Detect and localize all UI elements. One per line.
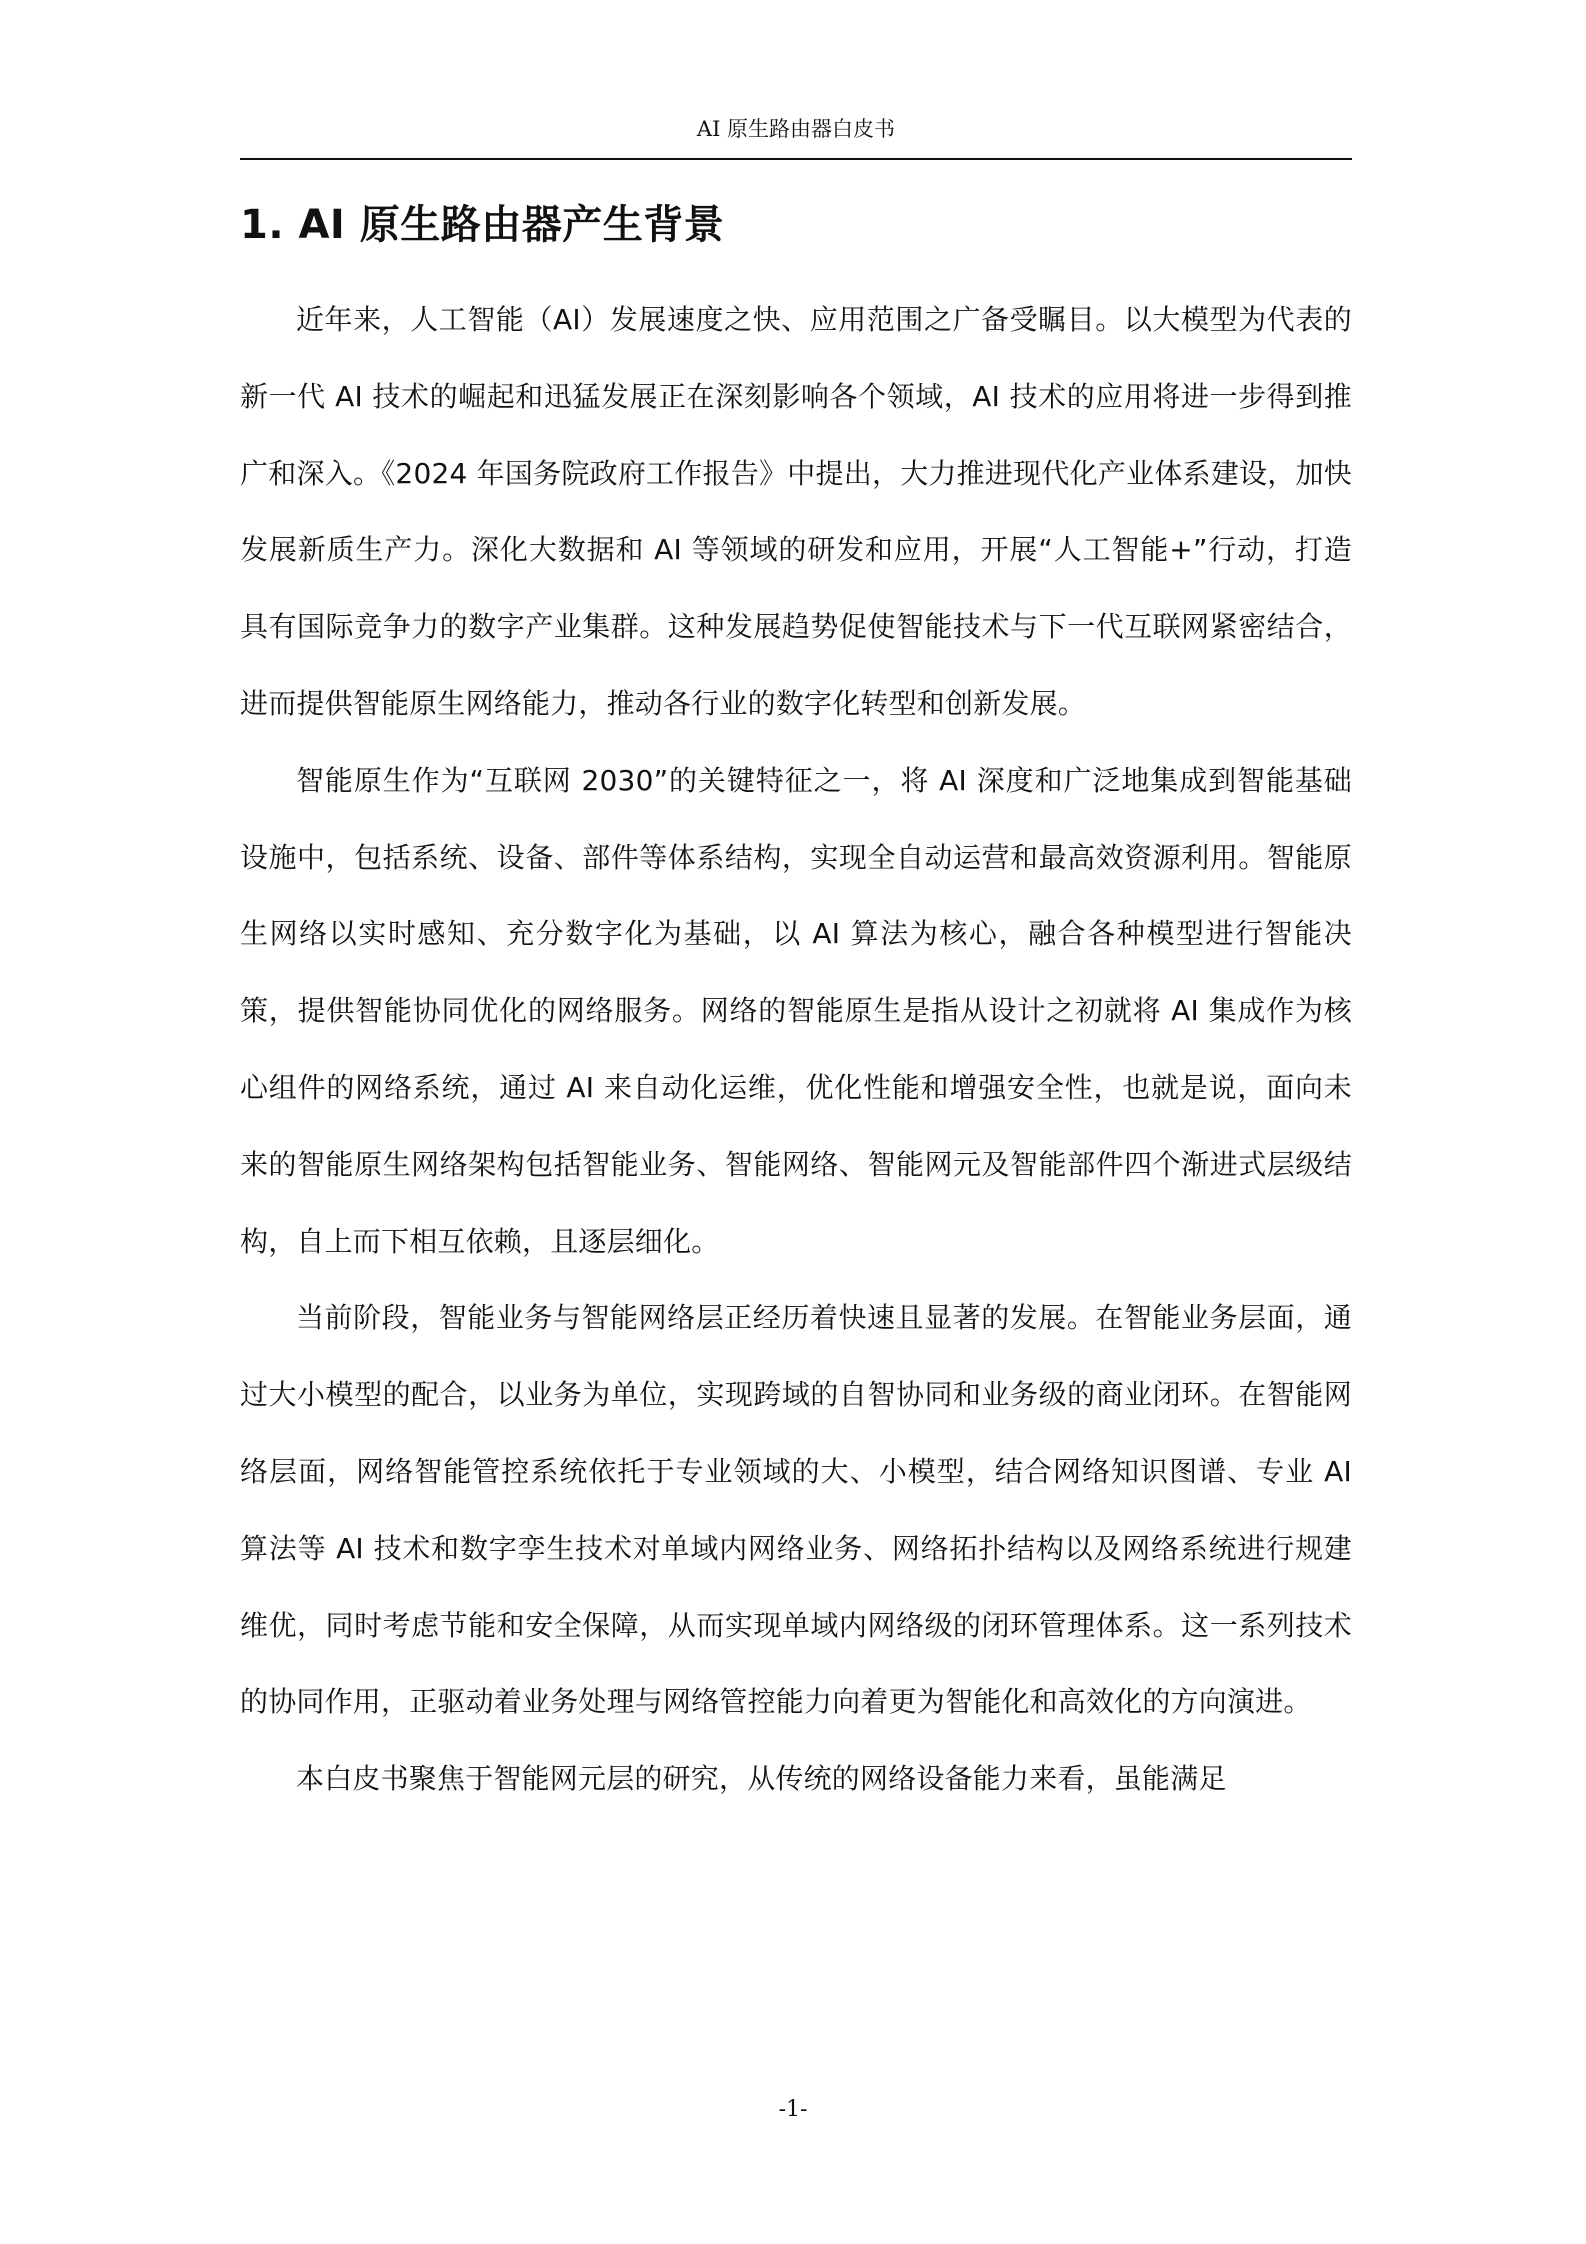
paragraph-1: 近年来，人工智能（AI）发展速度之快、应用范围之广备受瞩目。以大模型为代表的新一代 AI 技术的崛起和迅猛发展正在深刻影响各个领域，AI 技术的应用将进一步得到推广和深入。《2024 年国务院政府工作报告》中提出，大力推进现代化产业体系建设，加快发展新质生产力。深化大数据和 AI 等领域的研发和应用，开展“人工智能+”行动，打造具有国际竞争力的数字产业集群。这种发展趋势促使智能技术与下一代互联网紧密结合，进而提供智能原生网络能力，推动各行业的数字化转型和创新发展。 (240, 303, 1352, 720)
page-content (240, 196, 1352, 1818)
chapter-title: 1. AI 原生路由器产生背景 (240, 202, 725, 248)
header-title: AI 原生路由器白皮书 (696, 117, 896, 141)
paragraph-2: 智能原生作为“互联网 2030”的关键特征之一，将 AI 深度和广泛地集成到智能基础设施中，包括系统、设备、部件等体系结构，实现全自动运营和最高效资源利用。智能原生网络以实时感知、充分数字化为基础，以 AI 算法为核心，融合各种模型进行智能决策，提供智能协同优化的网络服务。网络的智能原生是指从设计之初就将 AI 集成作为核心组件的网络系统，通过 AI 来自动化运维，优化性能和增强安全性，也就是说，面向未来的智能原生网络架构包括智能业务、智能网络、智能网元及智能部件四个渐进式层级结构，自上而下相互依赖，且逐层细化。 (240, 763, 1352, 1258)
page-header (240, 108, 1352, 160)
paragraph-3: 当前阶段，智能业务与智能网络层正经历着快速且显著的发展。在智能业务层面，通过大小模型的配合，以业务为单位，实现跨域的自智协同和业务级的商业闭环。在智能网络层面，网络智能管控系统依托于专业领域的大、小模型，结合网络知识图谱、专业 AI 算法等 AI 技术和数字孪生技术对单域内网络业务、网络拓扑结构以及网络系统进行规建维优，同时考虑节能和安全保障，从而实现单域内网络级的闭环管理体系。这一系列技术的协同作用，正驱动着业务处理与网络管控能力向着更为智能化和高效化的方向演进。 (240, 1301, 1352, 1719)
paragraph-4: 本白皮书聚焦于智能网元层的研究，从传统的网络设备能力来看，虽能满足 (296, 1762, 1227, 1796)
page-number: -1- (778, 2097, 808, 2122)
